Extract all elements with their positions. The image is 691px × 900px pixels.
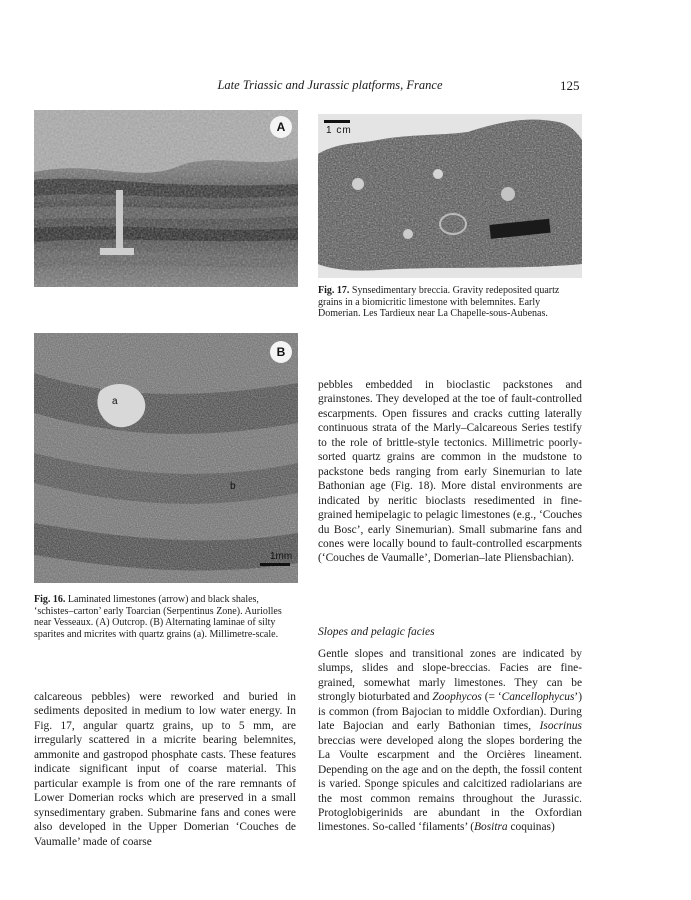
page-number: 125 xyxy=(560,78,580,93)
fig17-caption-lead: Fig. 17. xyxy=(318,285,350,296)
panel-label-a: A xyxy=(270,116,292,138)
p2-part-e: coquinas) xyxy=(507,821,555,834)
fig16-caption-text: Laminated limestones (arrow) and black shales, ‘schistes–carton’ early Toarcian (Serpentinus Zone). Auriolles near Vesseaux. (A) Outcrop. (B) Alternating laminae of silty sparites and micrites with quartz grains (a). Millimetre-scale. xyxy=(34,594,282,640)
p2-zoophycos: Zoophycos xyxy=(432,691,482,704)
right-column-paragraph-1: pebbles embedded in bioclastic packstones and grainstones. They developed at the toe of fault-controlled escarpments. Open fissures and cracks cutting laterally continuous strata of the Marly–Calcareous Series testify to the role of brittle-style tectonics. Millimetric poorly-sorted quartz grains are common in the mudstone to packstone beds ranging from early Sinemurian to late Bathonian age (Fig. 18). More distal environments are indicated by neritic bioclasts resedimented in fine-grained hemipelagic to pelagic limestones (e.g., ‘Couches du Bosc’, early Sinemurian). Small submarine fans and cones were locally bound to fault-controlled escarpments (‘Couches de Vaumalle’, Domerian–late Pliensbachian). xyxy=(318,379,582,565)
left-column-paragraph: calcareous pebbles) were reworked and buried in sediments deposited in medium to low water energy. In Fig. 17, angular quartz grains, up to 5 mm, are irregularly scattered in a micrite bearing belemnites, ammonite and gastropod phosphate casts. These features indicate significant input of coarse material. This particular example is from one of the rare remnants of Lower Domerian rocks which are preserved in a small synsedimentary graben. Submarine fans and cones were also developed in the Upper Domerian ‘Couches de Vaumalle’ made of coarse xyxy=(34,691,296,848)
panel-label-b: B xyxy=(270,341,292,363)
p2-part-b: (= ‘ xyxy=(481,691,502,704)
fig16-caption xyxy=(34,594,296,640)
p2-cancellophycus: Cancellophycus xyxy=(501,691,575,704)
p2-part-a: Gentle slopes and transitional zones are indicated by slumps, slides and slope-breccias. Facies are fine-grained, somewhat marly limestones. They can be strongly bioturbated and xyxy=(318,648,582,704)
panel-b-scale-label: 1mm xyxy=(270,551,293,562)
right-column-text-top xyxy=(318,378,582,566)
fig17-caption-text: Synsedimentary breccia. Gravity redeposited quartz grains in a biomicritic limestone with belemnites. Early Domerian. Les Tardieux near La Chapelle-sous-Aubenas. xyxy=(318,285,560,320)
p2-part-c: ’) is common (from Bajocian to middle Oxfordian). During late Bajocian and early Bathonian times, xyxy=(318,691,582,733)
section-heading: Slopes and pelagic facies xyxy=(318,626,435,638)
running-title: Late Triassic and Jurassic platforms, France xyxy=(217,78,443,92)
left-column-text xyxy=(34,690,296,849)
right-column-text-bottom xyxy=(318,647,582,835)
fig16-caption-lead: Fig. 16. xyxy=(34,594,66,605)
inset-label-a: a xyxy=(112,396,118,407)
fig17-caption xyxy=(318,285,580,320)
p2-bositra: Bositra xyxy=(474,821,508,834)
right-column-paragraph-2 xyxy=(318,647,582,835)
fig17-scale-label: 1 cm xyxy=(326,125,352,136)
inset-label-b: b xyxy=(230,481,236,492)
fig17-photo xyxy=(318,114,582,278)
hammer-handle xyxy=(116,190,123,250)
p2-isocrinus: Isocrinus xyxy=(539,720,582,733)
fig16-panel-b-photo xyxy=(34,333,298,583)
hammer-head xyxy=(100,248,134,255)
fig16-panel-a-photo xyxy=(34,110,298,287)
p2-part-d: breccias were developed along the slopes bordering the La Voulte escarpment and the Orcières lineament. Depending on the age and on the depth, the fossil content is varied. Sponge spicules and calcitized radiolarians are the most common remains throughout the Jurassic. Protoglobigerinids are abundant in the Oxfordian limestones. So-called ‘filaments’ ( xyxy=(318,734,582,834)
